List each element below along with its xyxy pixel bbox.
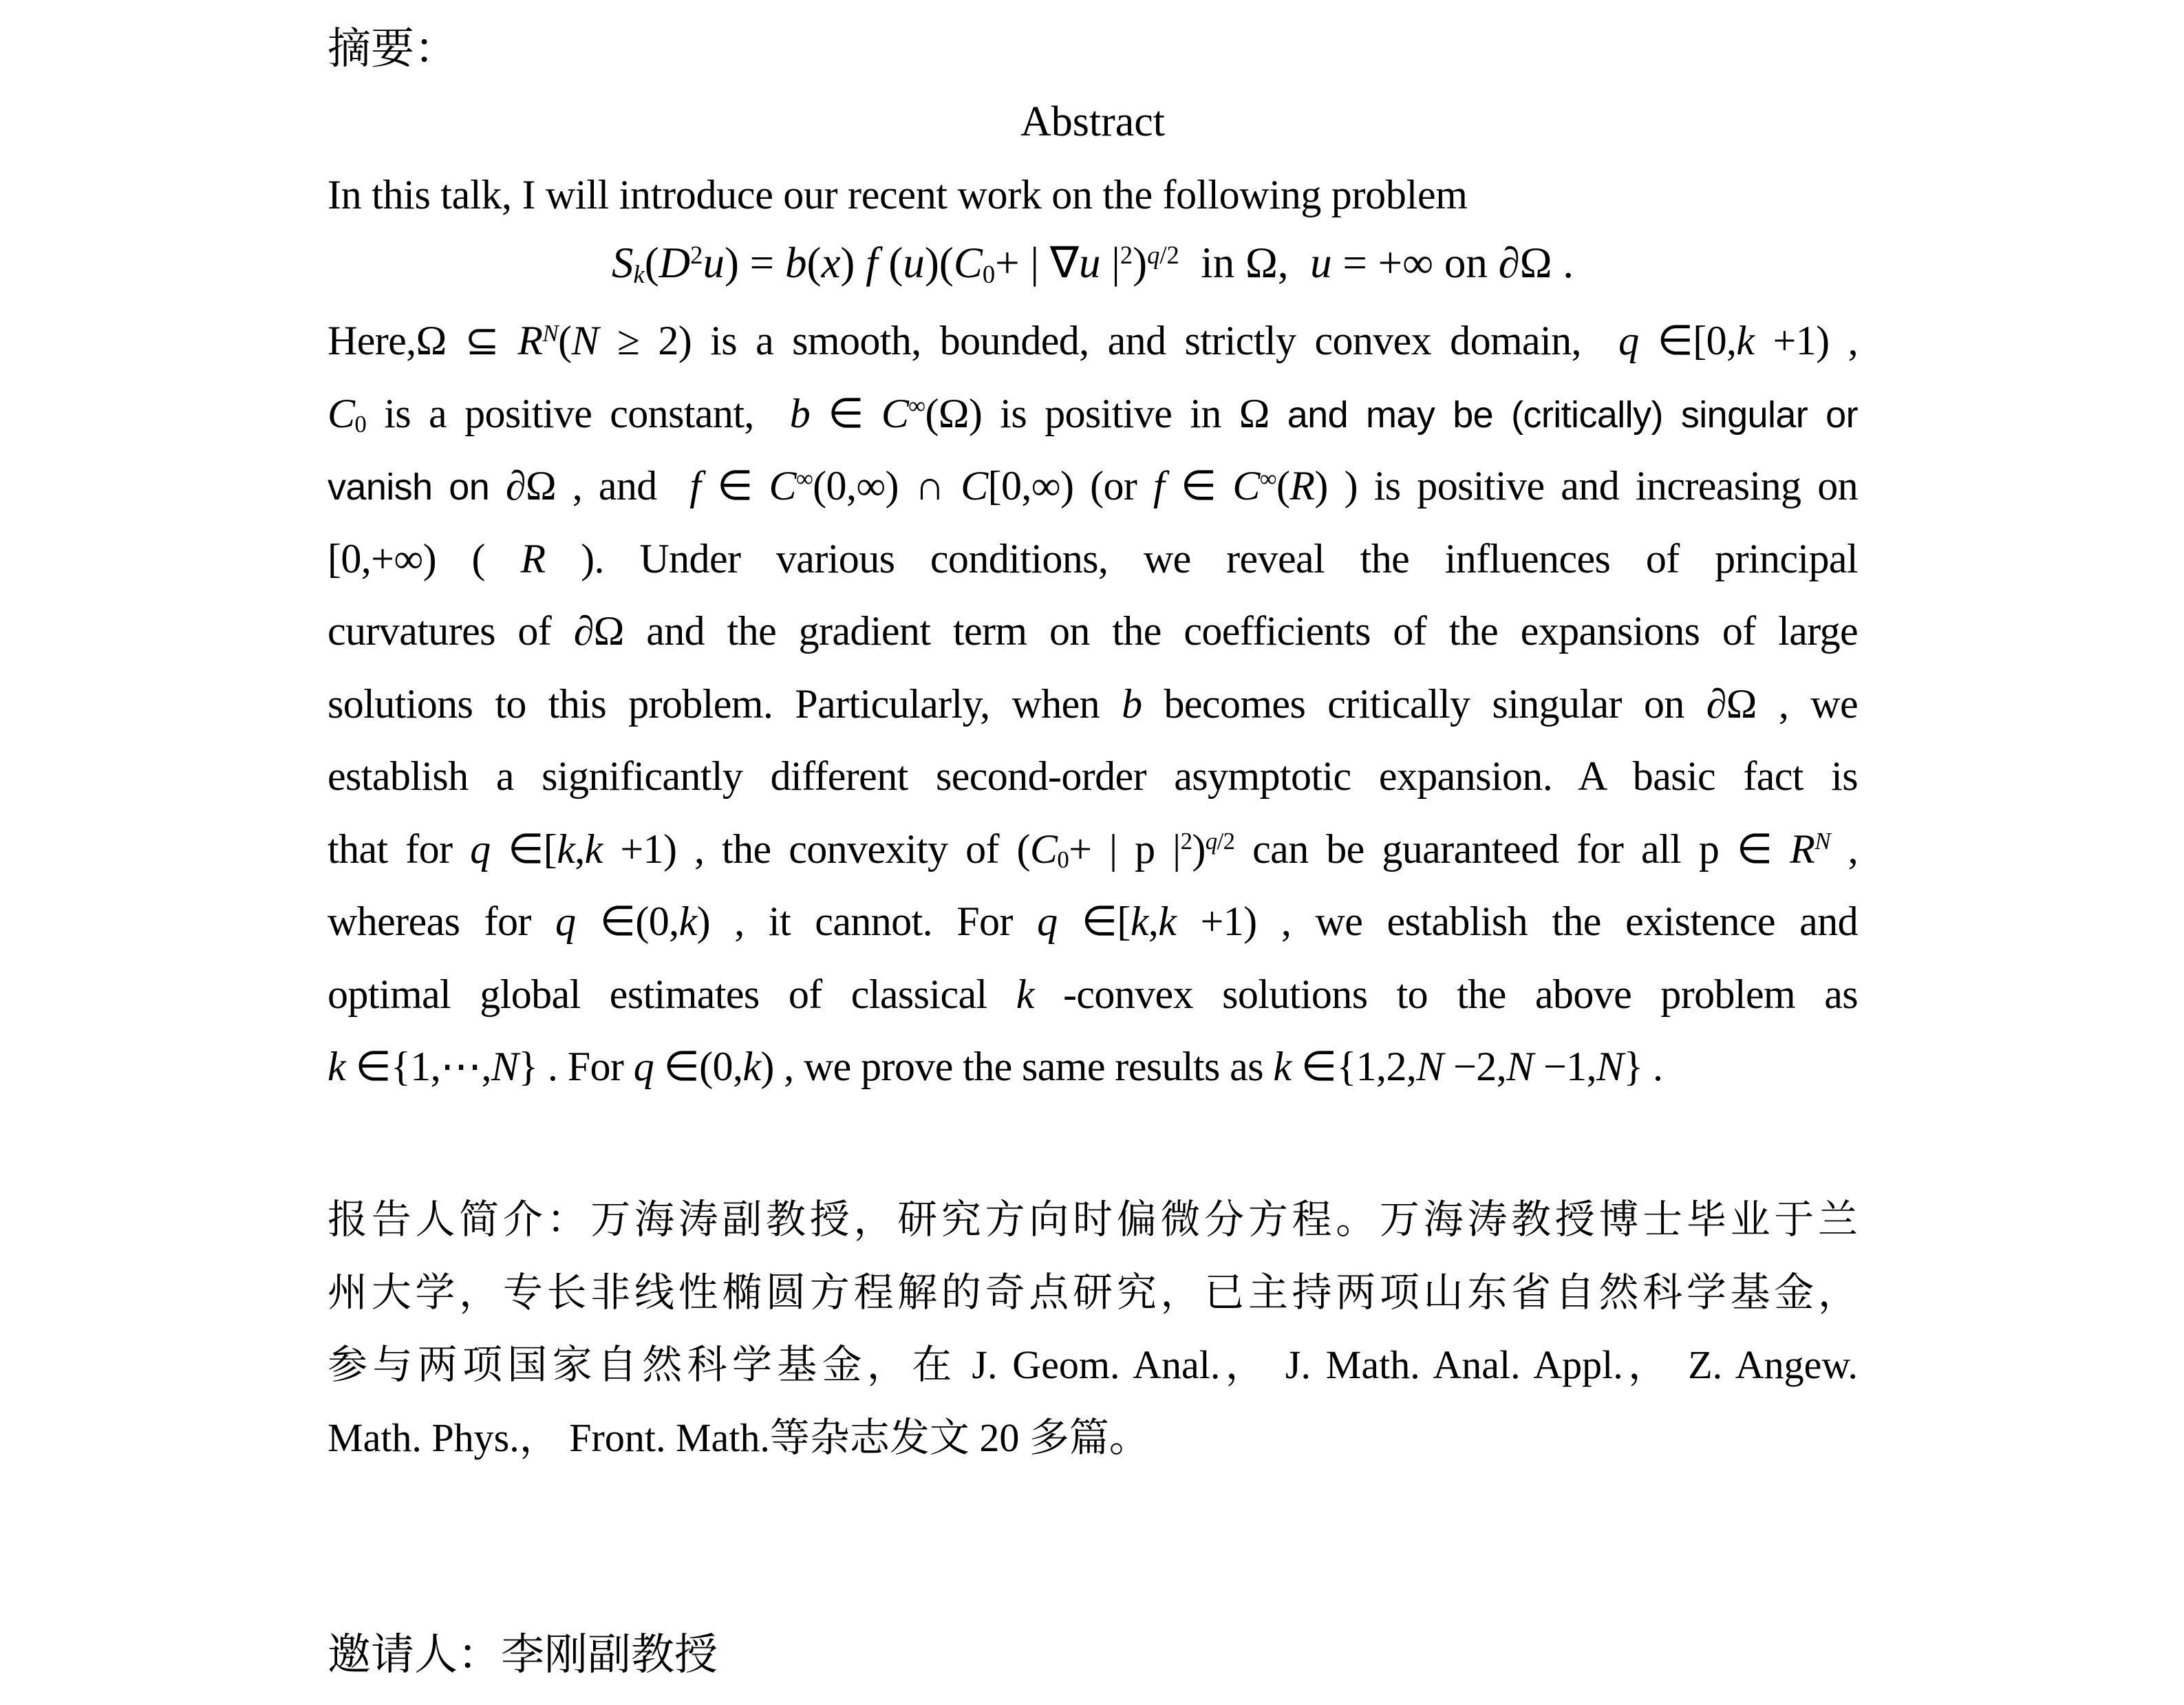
abstract-line-7: establish a significantly different second-order asymptotic expansion. A basic fact is — [328, 753, 1858, 799]
bio-line-1: 报告人简介：万海涛副教授，研究方向时偏微分方程。万海涛教授博士毕业于兰 — [328, 1197, 1858, 1242]
abstract-line-2: C0 is a positive constant, b ∈ C∞(Ω) is positive in Ω and may be (critically) singular or — [328, 390, 1858, 438]
abstract-line-10: optimal global estimates of classical k -convex solutions to the above problem as — [328, 971, 1858, 1017]
bio-line-2: 州大学，专长非线性椭圆方程解的奇点研究，已主持两项山东省自然科学基金， — [328, 1269, 1858, 1315]
abstract-line-8: that for q ∈[k,k +1) , the convexity of (C0+ | p $|^2)^{q/2}$ can be guaranteed for all p ∈ $R^N$ , — [328, 826, 1858, 874]
abstract-label-zh: 摘要： — [328, 25, 458, 73]
abstract-line-1: Here,Ω ⊆ $R^N(N \ge 2)$ is a smooth, bounded, and strictly convex domain, q ∈[0,k +1) , — [328, 318, 1858, 363]
abstract-intro-line: In this talk, I will introduce our recent work on the following problem — [328, 172, 1468, 217]
abstract-body — [328, 305, 1858, 1104]
abstract-line-3: vanish on ∂Ω , and f ∈ C∞(0,∞) ∩ C[0,∞) (or f ∈ C∞(R) ) is positive and increasing on — [328, 463, 1858, 508]
bio-line-4: Math. Phys.， Front. Math.等杂志发文 20 多篇。 — [328, 1415, 1149, 1460]
abstract-line-9: whereas for q ∈(0,k) , it cannot. For q ∈[k,k +1) , we establish the existence and — [328, 899, 1858, 944]
inviter-line: 邀请人：李刚副教授 — [328, 1631, 718, 1679]
abstract-line-4: [0,+∞) ( R ). Under various conditions, we reveal the influences of principal — [328, 535, 1858, 581]
problem-formula: $Sk(D^2u) = b(x)$ f (u)(C0+ | ∇u $|^2)^{q/2}$ in Ω, u = +∞ on ∂Ω . — [611, 239, 1574, 289]
abstract-line-6: solutions to this problem. Particularly, when b becomes critically singular on ∂Ω , we — [328, 680, 1858, 727]
abstract-heading: Abstract — [1020, 98, 1166, 145]
abstract-line-5: curvatures of ∂Ω and the gradient term on the coefficients of the expansions of large — [328, 608, 1858, 654]
abstract-line-11: k ∈{1,⋯,N} . For q ∈(0,k) , we prove the same results as k ∈{1,2,N −2,N −1,N} . — [328, 1044, 1663, 1089]
bio-line-3: 参与两项国家自然科学基金，在 J. Geom. Anal.， J. Math. Anal. Appl.， Z. Angew. — [328, 1342, 1858, 1387]
speaker-bio — [328, 1183, 1858, 1474]
